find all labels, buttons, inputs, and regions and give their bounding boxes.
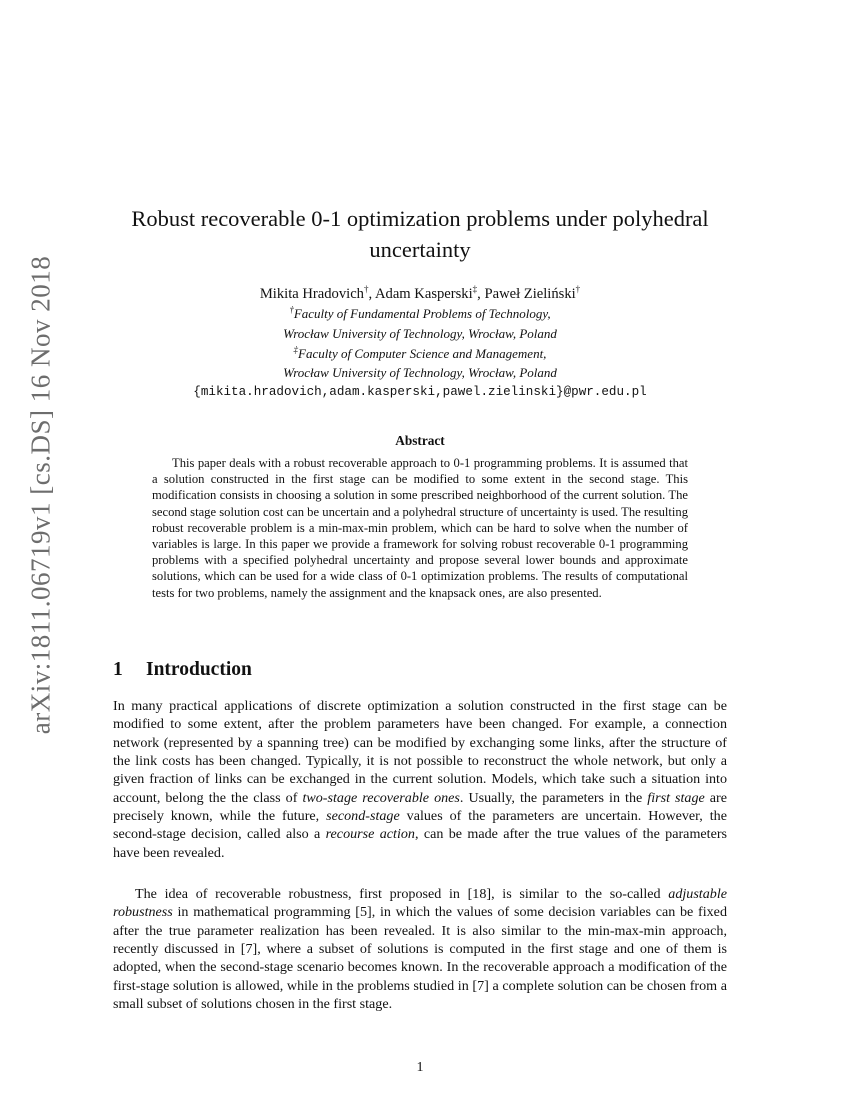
- emphasis: adjustable robustness: [113, 886, 727, 921]
- author-email: {mikita.hradovich,adam.kasperski,pawel.zielinski}@pwr.edu.pl: [193, 385, 647, 399]
- text-run: . Usually, the parameters in the: [459, 789, 648, 806]
- section-heading: [113, 659, 252, 681]
- body-paragraph: [113, 697, 727, 862]
- author-name: Adam Kasperski: [374, 286, 473, 302]
- text-run: In many practical applications of discrete optimization a solution constructed in the first stage can be modified to some extent, after the problem parameters have been changed. For example, a connection network (represented by a spanning tree) can be modified by exchanging some links, after the structure of the link costs has been changed. Typically, it is not possible to reconstruct the whole network, but only a given fraction of links can be exchanged in the current solution. Models, which take such a situation into account, belong the the class of: [113, 698, 727, 806]
- emphasis: recourse action: [325, 826, 415, 843]
- arxiv-identifier: arXiv:1811.06719v1 [cs.DS] 16 Nov 2018: [25, 255, 56, 735]
- text-run: , can be made after the true values of the parameters have been revealed.: [113, 826, 728, 861]
- paper-title: Robust recoverable 0-1 optimization problems under polyhedral uncertainty: [131, 206, 709, 262]
- emphasis: first stage: [647, 789, 705, 806]
- affiliation-line: Wrocław University of Technology, Wrocław, Poland: [283, 326, 557, 341]
- affiliation-text: Faculty of Fundamental Problems of Technology,: [293, 306, 551, 321]
- abstract-heading: Abstract: [395, 433, 445, 448]
- affiliation-mark: ‡: [293, 344, 299, 355]
- section-title: Introduction: [146, 659, 252, 680]
- page-number: 1: [416, 1060, 424, 1075]
- author-name: Paweł Zieliński: [484, 286, 576, 302]
- affiliation-line: [100, 306, 740, 322]
- affiliation-text: Faculty of Computer Science and Management,: [298, 346, 547, 361]
- emphasis: two-stage recoverable ones: [302, 789, 460, 806]
- text-run: The idea of recoverable robustness, first proposed in [18], is similar to the so-called: [135, 886, 669, 902]
- affiliation-mark: †: [289, 304, 294, 315]
- author-mark: †: [575, 284, 581, 295]
- emphasis: second-stage: [326, 808, 400, 825]
- author-mark: †: [363, 284, 369, 295]
- author-name: Mikita Hradovich: [259, 286, 364, 302]
- author-list: Mikita Hradovich†, Adam Kasperski‡, Paweł Zieliński†: [259, 284, 581, 302]
- body-paragraph: [113, 885, 727, 1013]
- section-number: 1: [113, 659, 123, 680]
- arxiv-sidebar: [18, 255, 64, 735]
- author-mark: ‡: [472, 284, 478, 295]
- text-run: in mathematical programming [5], in which the values of some decision variables can be fixed after the true parameter realization has been revealed. It is also similar to the min-max-min approach, recently discussed in [7], where a subset of solutions is computed in the first stage and one of them is adopted, when the second-stage scenario becomes known. In the recoverable approach a modification of the first-stage solution is allowed, while in the problems studied in [7] a complete solution can be chosen from a small subset of solutions chosen in the first stage.: [113, 904, 727, 1013]
- abstract-text: This paper deals with a robust recoverable approach to 0-1 programming problems. It is assumed that a solution constructed in the first stage can be modified to some extent in the second stage. This modification consists in choosing a solution in some prescribed neighborhood of the current solution. The second stage solution cost can be uncertain and a polyhedral structure of uncertainty is used. The resulting robust recoverable problem is a min-max-min problem, which can be hard to solve when the number of variables is large. In this paper we provide a framework for solving robust recoverable 0-1 programming problems with a specified polyhedral uncertainty and propose several lower bounds and approximate solutions, which can be used for a wide class of 0-1 optimization problems. The results of computational tests for two problems, namely the assignment and the knapsack ones, are also presented.: [152, 456, 688, 600]
- text-run: values of the parameters are uncertain. However, the second-stage decision, called also a: [113, 808, 727, 843]
- affiliation-line: [100, 346, 740, 362]
- text-run: are precisely known, while the future,: [113, 789, 728, 825]
- affiliation-line: Wrocław University of Technology, Wrocław, Poland: [283, 365, 557, 380]
